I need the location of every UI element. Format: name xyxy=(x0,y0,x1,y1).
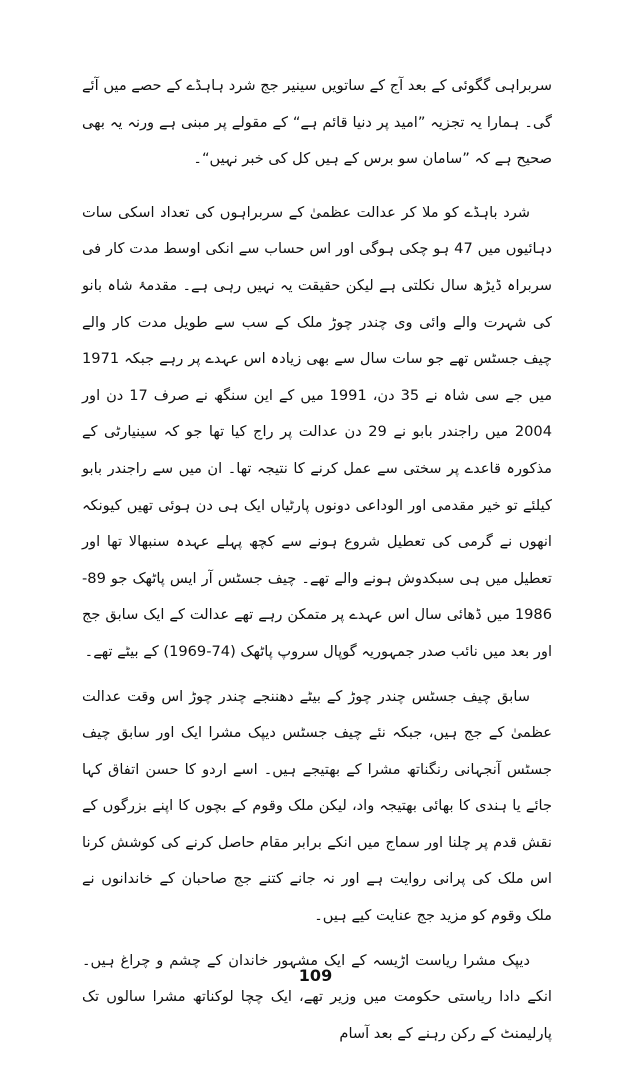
body-text xyxy=(82,68,552,1052)
paragraph-3: سابق چیف جسٹس چندر چوڑ کے بیٹے دھننجے چندر چوڑ اس وقت عدالت عظمیٰ کے جج ہیں، جبکہ نئے چیف جسٹس دیپک مشرا ایک اور سابق چیف جسٹس آنجہانی رنگناتھ مشرا کے بھتیجے ہیں۔ اسے اردو کا حسن اتفاق کہا جائے یا ہندی کا بھائی بھتیجہ واد، لیکن ملک وقوم کے بچوں کا اپنے بزرگوں کے نقش قدم پر چلنا اور سماج میں انکے برابر مقام حاصل کرنے کی کوشش کرنا اس ملک کی پرانی روایت ہے اور نہ جانے کتنے جج صاحبان کے خاندانوں نے ملک وقوم کو مزید جج عنایت کیے ہیں۔ xyxy=(82,687,552,925)
paragraph-2: شرد باہڈے کو ملا کر عدالت عظمیٰ کے سربراہوں کی تعداد اسکی سات دہائیوں میں 47 ہو چکی ہوگی اور اس حساب سے انکی اوسط مدت کار فی سربراہ ڈیڑھ سال نکلتی ہے لیکن حقیقت یہ نہیں رہی ہے۔ مقدمۂ شاہ بانو کی شہرت والے وائی وی چندر چوڑ ملک کے سب سے طویل مدت کار والے چیف جسٹس تھے جو سات سال سے بھی زیادہ اس عہدے پر رہے جبکہ 1971 میں جے سی شاہ نے 35 دن، 1991 میں کے این سنگھ نے صرف 17 دن اور 2004 میں راجندر بابو نے 29 دن عدالت پر راج کیا تھا جو کہ سینیارٹی کے مذکورہ قاعدے پر سختی سے عمل کرنے کا نتیجہ تھا۔ ان میں سے راجندر بابو کیلئے تو خیر مقدمی اور الوداعی دونوں پارٹیاں ایک ہی دن ہوئی تھیں کیونکہ انھوں نے گرمی کی تعطیل شروع ہونے سے کچھ پہلے عہدہ سنبھالا تھا اور تعطیل میں ہی سبکدوش ہونے والے تھے۔ چیف جسٹس آر ایس پاٹھک جو 89-1986 میں ڈھائی سال اس عہدے پر متمکن رہے تھے عدالت کے ایک سابق جج اور بعد میں نائب صدر جمہوریہ گوپال سروپ پاٹھک (74-1969) کے بیٹے تھے۔ xyxy=(82,203,553,660)
page-number: 109 xyxy=(298,966,333,985)
paragraph-1: سربراہی گگوئی کے بعد آج کے ساتویں سینیر جج شرد ہاہڈے کے حصے میں آئے گی۔ ہمارا یہ تجزیہ ”امید پر دنیا قائم ہے“ کے مقولے پر مبنی ہے ورنہ یہ بھی صحیح ہے کہ ”سامان سو برس کے ہیں کل کی خبر نہیں“۔ xyxy=(82,77,552,168)
paragraph-4: دیپک مشرا ریاست اڑیسہ کے ایک مشہور خاندان کے چشم و چراغ ہیں۔ انکے دادا ریاستی حکومت میں وزیر تھے، ایک چچا لوکناتھ مشرا سالوں تک پارلیمنٹ کے رکن رہنے کے بعد آسام xyxy=(82,951,552,1042)
